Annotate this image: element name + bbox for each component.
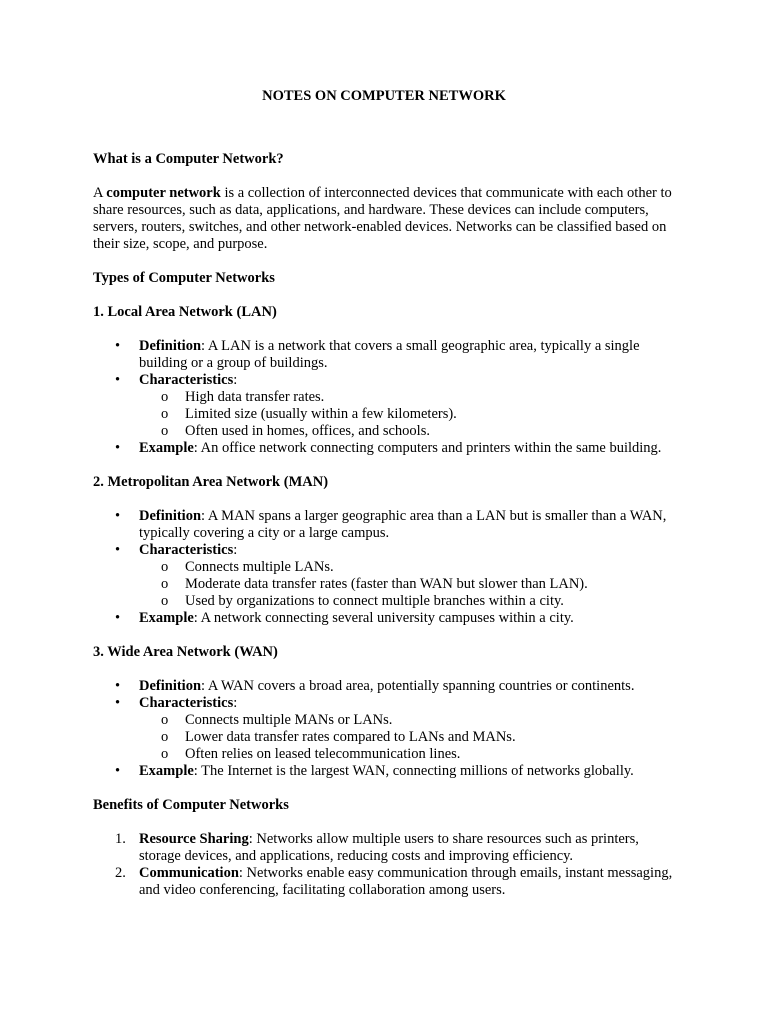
list-item: o High data transfer rates. [185,389,683,406]
intro-term: computer network [106,185,221,201]
list-item: o Limited size (usually within a few kilometers). [185,406,683,423]
list-item: o Often relies on leased telecommunication lines. [185,746,683,763]
intro-heading: What is a Computer Network? [93,151,284,167]
benefits-list [93,831,683,899]
wan-characteristics-list [139,712,683,763]
benefits-heading: Benefits of Computer Networks [93,797,289,813]
lan-characteristics: • Characteristics: o High data transfer rates. o Limited size (usually within a few kilometers). o Often used in homes, offices, and schools. [139,372,683,440]
wan-characteristics: • Characteristics: o Connects multiple MANs or LANs. o Lower data transfer rates compared to LANs and MANs. o Often relies on leased telecommunication lines. [139,695,683,763]
intro-paragraph: A computer network is a collection of interconnected devices that communicate with each other to share resources, such as data, applications, and hardware. These devices can include computers, servers, routers, switches, and other network-enabled devices. Networks can be classified based on their size, scope, and purpose. [93,185,672,252]
man-characteristics: • Characteristics: o Connects multiple LANs. o Moderate data transfer rates (faster than WAN but slower than LAN). o Used by organizations to connect multiple branches within a city. [139,542,683,610]
wan-definition: • Definition: A WAN covers a broad area, potentially spanning countries or continents. [139,678,683,695]
list-item: 2. Communication: Networks enable easy communication through emails, instant messaging, and video conferencing, facilitating collaboration among users. [115,865,673,898]
man-list [93,508,683,627]
types-heading: Types of Computer Networks [93,270,275,286]
list-item: 1. Resource Sharing: Networks allow multiple users to share resources such as printers, storage devices, and applications, reducing costs and improving efficiency. [115,831,639,864]
lan-example: • Example: An office network connecting computers and printers within the same building. [139,440,683,457]
list-item: o Connects multiple LANs. [185,559,683,576]
man-example: • Example: A network connecting several university campuses within a city. [139,610,683,627]
wan-heading: 3. Wide Area Network (WAN) [93,644,278,660]
man-characteristics-list [139,559,683,610]
document-title: NOTES ON COMPUTER NETWORK [262,88,506,104]
list-item: o Moderate data transfer rates (faster than WAN but slower than LAN). [185,576,683,593]
man-heading: 2. Metropolitan Area Network (MAN) [93,474,329,490]
man-definition: • Definition: A MAN spans a larger geographic area than a LAN but is smaller than a WAN, typically covering a city or a large campus. [139,508,683,542]
list-item: o Used by organizations to connect multiple branches within a city. [185,593,683,610]
list-item: o Lower data transfer rates compared to LANs and MANs. [185,729,683,746]
list-item: o Often used in homes, offices, and schools. [185,423,683,440]
list-item: o Connects multiple MANs or LANs. [185,712,683,729]
lan-definition: • Definition: A LAN is a network that covers a small geographic area, typically a single building or a group of buildings. [139,338,683,372]
wan-example: • Example: The Internet is the largest WAN, connecting millions of networks globally. [139,763,683,780]
wan-list [93,678,683,780]
document-body [93,151,683,899]
lan-heading: 1. Local Area Network (LAN) [93,304,277,320]
lan-list [93,338,683,457]
lan-characteristics-list [139,389,683,440]
